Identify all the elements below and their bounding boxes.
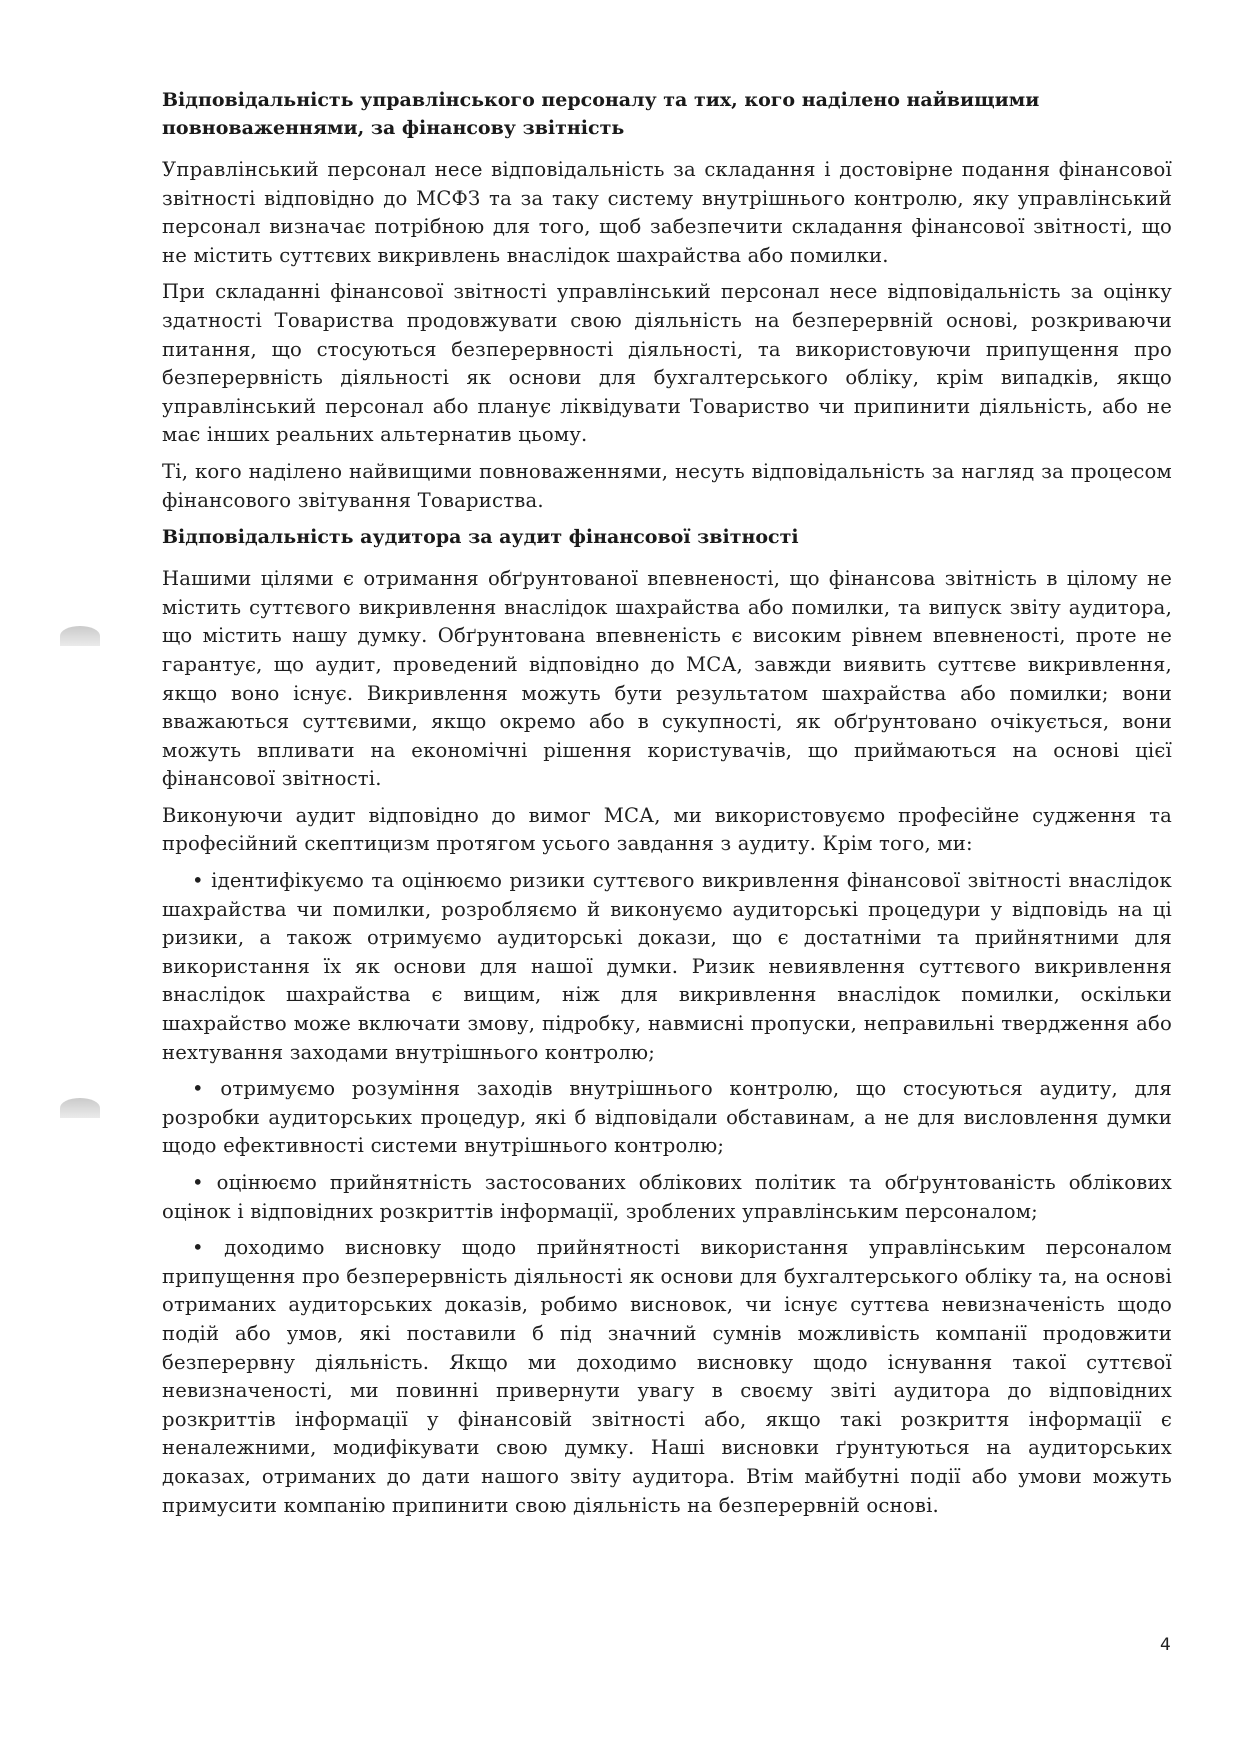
paragraph: Виконуючи аудит відповідно до вимог МСА, ми використовуємо професійне судження та професійний скептицизм протягом усього завдання з аудиту. Крім того, ми:	[162, 803, 1172, 856]
punch-hole-top	[60, 626, 100, 646]
page-number: 4	[1160, 1635, 1171, 1655]
section-heading-auditor-responsibility: Відповідальність аудитора за аудит фінансової звітності	[162, 526, 799, 549]
bullet-item: • ідентифікуємо та оцінюємо ризики суттєвого викривлення фінансової звітності внаслідок шахрайства чи помилки, розробляємо й виконуємо аудиторські процедури у відповідь на ці ризики, а також отримуємо аудиторські докази, що є достатніми та прийнятними для використання їх як основи для нашої думки. Ризик невиявлення суттєвого викривлення внаслідок шахрайства є вищим, ніж для викривлення внаслідок помилки, оскільки шахрайство може включати змову, підробку, навмисні пропуски, неправильні твердження або нехтування заходами внутрішнього контролю;	[162, 869, 1172, 1064]
document-page	[162, 86, 1172, 1528]
paragraph: При складанні фінансової звітності управлінський персонал несе відповідальність за оцінку здатності Товариства продовжувати свою діяльність на безперервній основі, розкриваючи питання, що стосуються безперервності діяльності, та використовуючи припущення про безперервність діяльності як основи для бухгалтерського обліку, крім випадків, якщо управлінський персонал або планує ліквідувати Товариство чи припинити діяльність, або не має інших реальних альтернатив цьому.	[162, 280, 1172, 447]
bullet-item: • оцінюємо прийнятність застосованих облікових політик та обґрунтованість облікових оцінок і відповідних розкриттів інформації, зроблених управлінським персоналом;	[162, 1171, 1172, 1223]
paragraph: Нашими цілями є отримання обґрунтованої впевненості, що фінансова звітність в цілому не містить суттєвого викривлення внаслідок шахрайства або помилки, та випуск звіту аудитора, що містить нашу думку. Обґрунтована впевненість є високим рівнем впевненості, проте не гарантує, що аудит, проведений відповідно до МСА, завжди виявить суттєве викривлення, якщо воно існує. Викривлення можуть бути результатом шахрайства або помилки; вони вважаються суттєвими, якщо окремо або в сукупності, як обґрунтовано очікується, вони можуть впливати на економічні рішення користувачів, що приймаються на основі цієї фінансової звітності.	[162, 567, 1172, 791]
bullet-item: • доходимо висновку щодо прийнятності використання управлінським персоналом припущення про безперервність діяльності як основи для бухгалтерського обліку та, на основі отриманих аудиторських доказів, робимо висновок, чи існує суттєва невизначеність щодо подій або умов, які поставили б під значний сумнів можливість компанії продовжити безперервну діяльність. Якщо ми доходимо висновку щодо існування такої суттєвої невизначеності, ми повинні привернути увагу в своєму звіті аудитора до відповідних розкриттів інформації у фінансовій звітності або, якщо такі розкриття інформації є неналежними, модифікувати свою думку. Наші висновки ґрунтуються на аудиторських доказах, отриманих до дати нашого звіту аудитора. Втім майбутні події або умови можуть примусити компанію припинити свою діяльність на безперервній основі.	[162, 1236, 1172, 1517]
paragraph: Ті, кого наділено найвищими повноваженнями, несуть відповідальність за нагляд за процесом фінансового звітування Товариства.	[162, 459, 1172, 512]
section-heading-management-responsibility: Відповідальність управлінського персоналу та тих, кого наділено найвищими повноваженнями, за фінансову звітність	[162, 89, 1040, 139]
bullet-item: • отримуємо розуміння заходів внутрішнього контролю, що стосуються аудиту, для розробки аудиторських процедур, які б відповідали обставинам, а не для висловлення думки щодо ефективності системи внутрішнього контролю;	[162, 1077, 1172, 1158]
paragraph: Управлінський персонал несе відповідальність за складання і достовірне подання фінансової звітності відповідно до МСФЗ та за таку систему внутрішнього контролю, яку управлінський персонал визначає потрібною для того, щоб забезпечити складання фінансової звітності, що не містить суттєвих викривлень внаслідок шахрайства або помилки.	[162, 158, 1172, 267]
punch-hole-bottom	[60, 1098, 100, 1118]
